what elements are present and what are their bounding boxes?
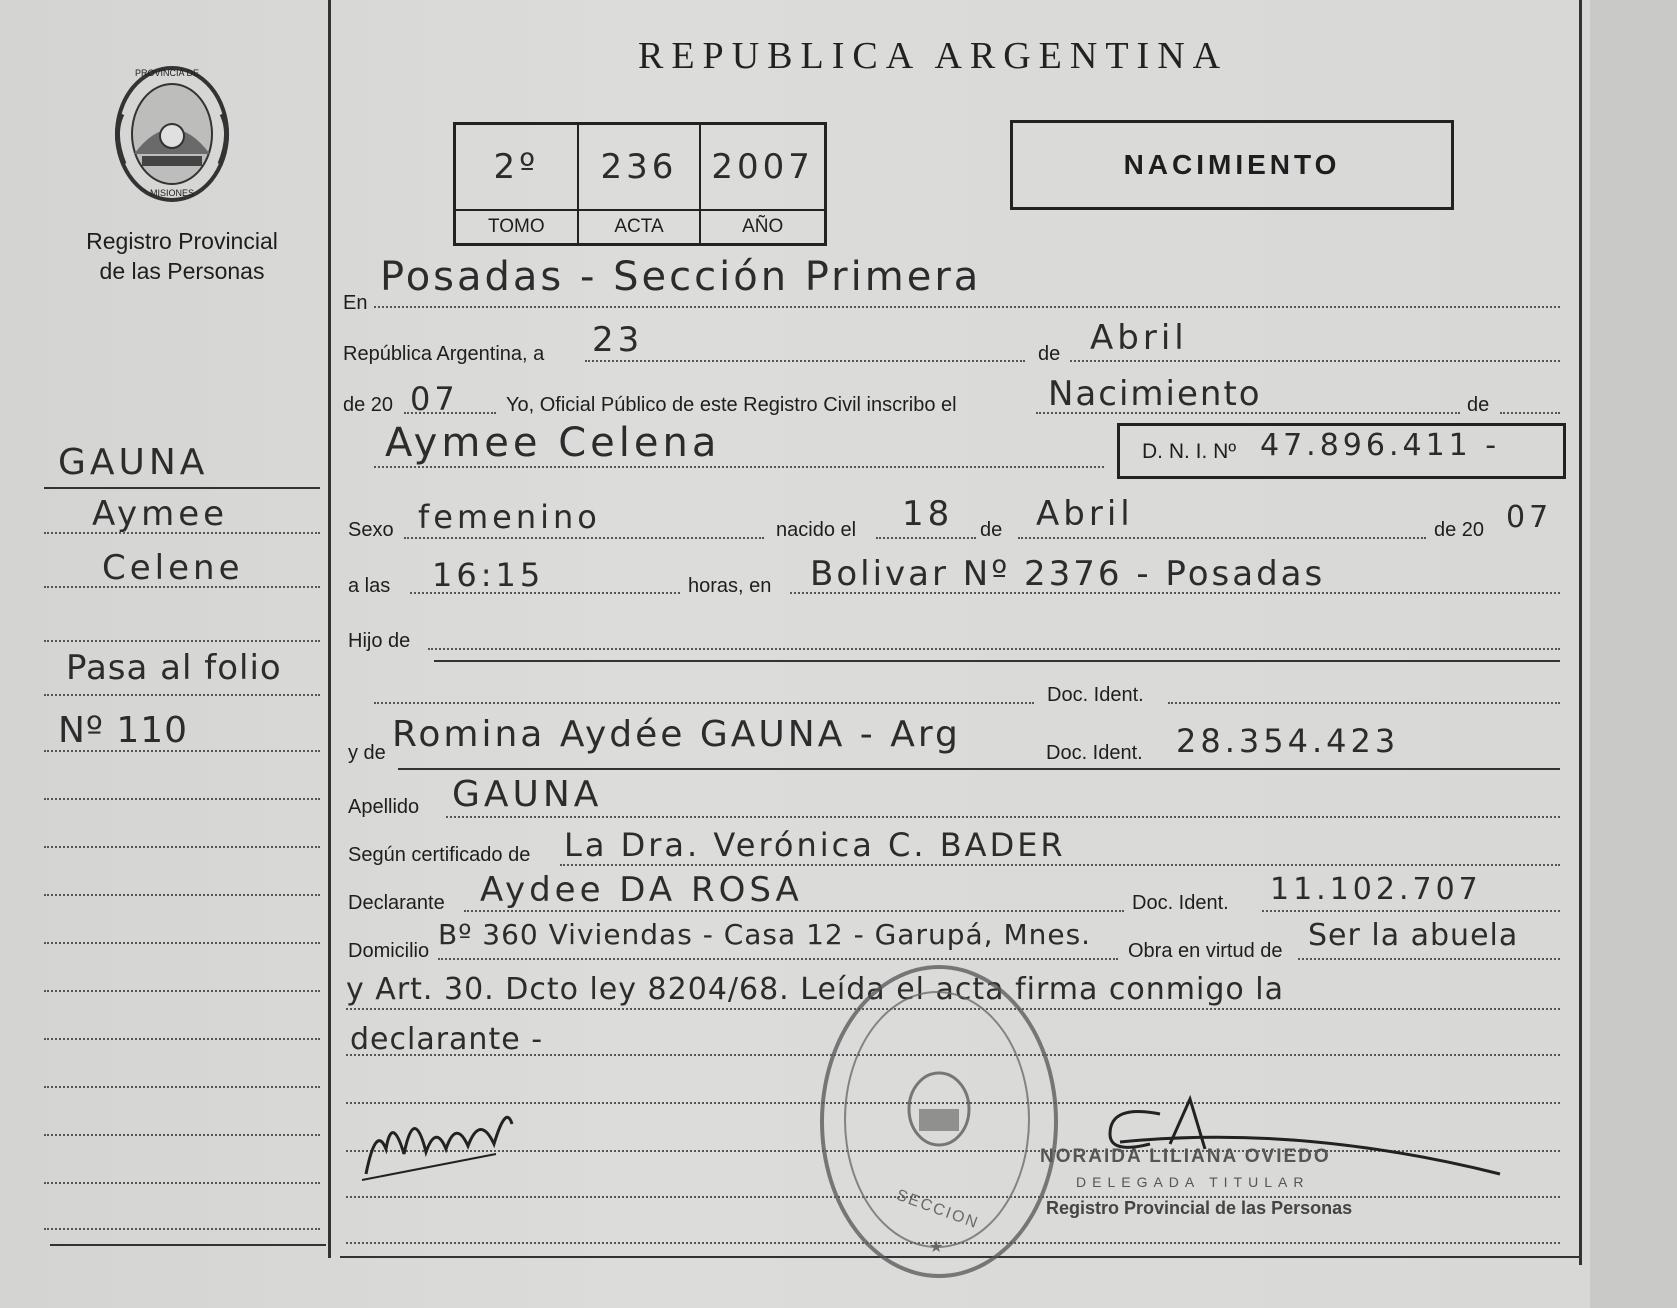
line-obra <box>1298 958 1560 960</box>
tomo-value: 2º <box>456 125 579 209</box>
right-border-line <box>1579 0 1582 1265</box>
mother-doc-value: 28.354.423 <box>1176 722 1400 760</box>
margin-line <box>44 798 320 800</box>
acta-value: 236 <box>579 125 702 209</box>
hijo-label: Hijo de <box>348 630 411 652</box>
line-year <box>404 412 496 414</box>
sexo-label: Sexo <box>348 519 394 541</box>
certificado-value: La Dra. Verónica C. BADER <box>564 826 1066 864</box>
margin-line <box>44 694 320 696</box>
margin-line <box>44 750 320 752</box>
margin-line <box>44 1228 320 1230</box>
official-name: NORAIDA LILIANA OVIEDO <box>1040 1146 1331 1167</box>
sexo-value: femenino <box>418 498 601 536</box>
registry-name: Registro Provincial de las Personas <box>86 228 278 284</box>
dni-label: D. N. I. Nº <box>1142 440 1237 463</box>
margin-line <box>44 532 320 534</box>
birth-day-value: 18 <box>902 494 954 534</box>
declarante-value: Aydee DA ROSA <box>480 870 803 910</box>
official-registry: Registro Provincial de las Personas <box>1046 1198 1353 1218</box>
line-act <box>1036 412 1460 414</box>
margin-line <box>44 990 320 992</box>
line-place <box>374 306 1560 308</box>
line-birth-place <box>790 592 1560 594</box>
time-value: 16:15 <box>432 556 545 594</box>
stamp-star-icon: ★ <box>929 1239 944 1256</box>
margin-surname: GAUNA <box>58 442 209 483</box>
obra-label: Obra en virtud de <box>1128 940 1283 962</box>
line-apellido <box>446 816 1560 818</box>
official-stamp-seal <box>820 965 1058 1278</box>
domicilio-label: Domicilio <box>348 940 430 962</box>
margin-given-name-2: Celene <box>102 548 244 588</box>
line-name <box>374 466 1104 468</box>
margin-note-number: Nº 110 <box>58 710 189 751</box>
line-sexo <box>404 537 764 539</box>
acta-label: ACTA <box>579 209 702 243</box>
margin-line <box>44 1038 320 1040</box>
line-act-end <box>1500 412 1560 414</box>
left-column-divider <box>328 0 331 1258</box>
line-day <box>585 360 1025 362</box>
dni-box <box>1117 423 1566 479</box>
de20-label-2: de 20 <box>1434 519 1485 541</box>
line-domicilio <box>438 958 1118 960</box>
line-hijo-2 <box>434 660 1560 662</box>
de-label-3: de <box>980 519 1003 541</box>
margin-line <box>44 1134 320 1136</box>
line-certificado <box>560 864 1560 866</box>
margin-line <box>44 1182 320 1184</box>
margin-underline <box>44 487 320 489</box>
yo-oficial-text: Yo, Oficial Público de este Registro Civil inscribo el <box>506 394 957 416</box>
anio-label: AÑO <box>701 209 824 243</box>
declarante-label: Declarante <box>348 892 445 914</box>
de20-label: de 20 <box>343 394 394 416</box>
obra-value: Ser la abuela <box>1308 918 1519 953</box>
line-month <box>1070 360 1560 362</box>
obra-continuation-2: declarante - <box>350 1022 544 1057</box>
anio-value: 2007 <box>711 147 814 187</box>
declarant-signature <box>356 1094 516 1189</box>
segun-label: Según certificado de <box>348 844 531 866</box>
day-value: 23 <box>592 320 644 360</box>
line-mother <box>398 768 1560 770</box>
doc-ident-label-2: Doc. Ident. <box>1046 742 1143 764</box>
tomo-label: TOMO <box>456 209 579 243</box>
line-birth-day <box>876 537 976 539</box>
margin-bottom-line <box>50 1244 326 1246</box>
doc-ident-label-3: Doc. Ident. <box>1132 892 1229 914</box>
year-suffix-value: 07 <box>410 380 459 418</box>
mother-value: Romina Aydée GAUNA - Arg <box>392 714 961 755</box>
birth-place-value: Bolivar Nº 2376 - Posadas <box>810 554 1326 594</box>
official-title: DELEGADA TITULAR <box>1076 1174 1310 1190</box>
margin-given-name-1: Aymee <box>92 494 229 534</box>
line-doc-father-b <box>1168 702 1560 704</box>
yde-label: y de <box>348 742 386 764</box>
republica-label: República Argentina, a <box>343 343 545 365</box>
seal-text-bottom: MISIONES <box>150 188 195 198</box>
de-label-2: de <box>1467 394 1490 416</box>
page-title: REPUBLICA ARGENTINA <box>638 35 1229 77</box>
line-time <box>410 592 680 594</box>
line-birth-month <box>1018 537 1426 539</box>
margin-line <box>44 942 320 944</box>
province-seal-icon <box>112 64 232 204</box>
place-value: Posadas - Sección Primera <box>380 254 982 300</box>
domicilio-value: Bº 360 Viviendas - Casa 12 - Garupá, Mnes. <box>438 918 1092 951</box>
margin-line <box>44 894 320 896</box>
act-value: Nacimiento <box>1048 374 1262 414</box>
record-number-box <box>453 122 827 246</box>
birth-month-value: Abril <box>1036 494 1134 534</box>
en-label: En <box>343 292 368 314</box>
line-hijo <box>428 648 1560 650</box>
declarante-doc-value: 11.102.707 <box>1270 872 1482 907</box>
obra-continuation: y Art. 30. Dcto ley 8204/68. Leída el acta firma conmigo la <box>346 972 1285 1007</box>
line-doc-father-a <box>374 702 1034 704</box>
dni-value: 47.896.411 - <box>1260 428 1501 463</box>
stamp-section-text: SECCION <box>893 1186 982 1233</box>
horas-label: horas, en <box>688 575 772 597</box>
alas-label: a las <box>348 575 391 597</box>
margin-line <box>44 1086 320 1088</box>
apellido-value: GAUNA <box>452 774 603 815</box>
margin-line <box>44 640 320 642</box>
de-label: de <box>1038 343 1061 365</box>
record-type-box: NACIMIENTO <box>1010 120 1454 210</box>
apellido-label: Apellido <box>348 796 420 818</box>
nacido-label: nacido el <box>776 519 857 541</box>
birth-year-suffix-value: 07 <box>1506 500 1553 535</box>
child-name-value: Aymee Celena <box>385 420 721 466</box>
doc-ident-label: Doc. Ident. <box>1047 684 1144 706</box>
month-value: Abril <box>1090 318 1188 358</box>
margin-line <box>44 846 320 848</box>
line-declarante-doc <box>1262 910 1560 912</box>
margin-line <box>44 586 320 588</box>
margin-note-folio: Pasa al folio <box>66 648 282 688</box>
line-declarante <box>464 910 1124 912</box>
seal-text-top: PROVINCIA DE <box>135 68 200 78</box>
